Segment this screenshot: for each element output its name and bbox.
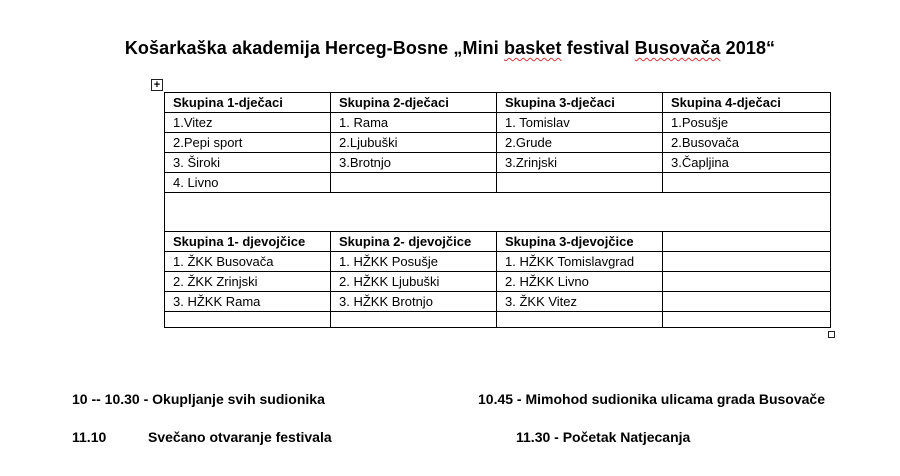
table-cell xyxy=(663,292,831,312)
title-word-basket: basket xyxy=(503,38,562,58)
table-row xyxy=(165,272,831,292)
table-row xyxy=(165,133,831,153)
table-cell: 4. Livno xyxy=(165,173,331,193)
table-row xyxy=(165,113,831,133)
title-word-busovaca: Busovača xyxy=(634,38,721,58)
empty-cell xyxy=(165,193,831,232)
schedule-item-opening: Svečano otvaranje festivala xyxy=(148,429,332,445)
table-cell: 3.Brotnjo xyxy=(331,153,497,173)
table-cell: 1. Tomislav xyxy=(497,113,663,133)
header-cell: Skupina 2- djevojčice xyxy=(331,232,497,252)
schedule-item-parade: 10.45 - Mimohod sudionika ulicama grada Busovače xyxy=(478,391,825,407)
empty-row xyxy=(165,193,831,232)
table-cell: 2. HŽKK Ljubuški xyxy=(331,272,497,292)
header-cell xyxy=(663,232,831,252)
table-cell xyxy=(663,173,831,193)
table-resize-handle[interactable] xyxy=(828,331,835,338)
schedule-item-gathering: 10 -- 10.30 - Okupljanje svih sudionika xyxy=(72,391,325,407)
table-cell: 2. HŽKK Livno xyxy=(497,272,663,292)
table-row xyxy=(165,252,831,272)
boys-header-row xyxy=(165,93,831,113)
empty-cell xyxy=(663,312,831,328)
empty-row xyxy=(165,312,831,328)
document-title xyxy=(0,38,900,59)
girls-section xyxy=(165,232,831,328)
table-cell: 1. HŽKK Tomislavgrad xyxy=(497,252,663,272)
table-cell: 3.Zrinjski xyxy=(497,153,663,173)
table-cell: 3. ŽKK Vitez xyxy=(497,292,663,312)
table-row xyxy=(165,173,831,193)
header-cell: Skupina 2-dječaci xyxy=(331,93,497,113)
header-cell: Skupina 1- djevojčice xyxy=(165,232,331,252)
schedule-item-opening-time: 11.10 xyxy=(72,429,107,445)
table-cell: 2.Grude xyxy=(497,133,663,153)
table-cell xyxy=(663,252,831,272)
table-cell: 1.Vitez xyxy=(165,113,331,133)
table-cell xyxy=(331,173,497,193)
schedule-item-competition-start: 11.30 - Početak Natjecanja xyxy=(516,429,691,445)
table-row xyxy=(165,153,831,173)
empty-cell xyxy=(331,312,497,328)
table-cell: 1. Rama xyxy=(331,113,497,133)
table-cell: 2.Ljubuški xyxy=(331,133,497,153)
girls-header-row xyxy=(165,232,831,252)
header-cell: Skupina 1-dječaci xyxy=(165,93,331,113)
table-cell: 1. ŽKK Busovača xyxy=(165,252,331,272)
table-cell: 1.Posušje xyxy=(663,113,831,133)
table-cell: 1. HŽKK Posušje xyxy=(331,252,497,272)
table-cell xyxy=(497,173,663,193)
table-cell: 2.Busovača xyxy=(663,133,831,153)
title-prefix: Košarkaška akademija Herceg-Bosne „Mini xyxy=(124,38,504,58)
header-cell: Skupina 3-dječaci xyxy=(497,93,663,113)
table-cell: 3. HŽKK Rama xyxy=(165,292,331,312)
table-cell: 3.Čapljina xyxy=(663,153,831,173)
table-row xyxy=(165,292,831,312)
table-cell: 2. ŽKK Zrinjski xyxy=(165,272,331,292)
header-cell: Skupina 3-djevojčice xyxy=(497,232,663,252)
table-cell xyxy=(663,272,831,292)
title-suffix: 2018“ xyxy=(720,38,776,58)
table-move-handle-icon[interactable]: + xyxy=(151,79,163,91)
table-cell: 2.Pepi sport xyxy=(165,133,331,153)
title-mid: festival xyxy=(561,38,635,58)
empty-cell xyxy=(497,312,663,328)
table-cell: 3. HŽKK Brotnjo xyxy=(331,292,497,312)
boys-section xyxy=(165,93,831,232)
table-cell: 3. Široki xyxy=(165,153,331,173)
empty-cell xyxy=(165,312,331,328)
groups-table xyxy=(164,92,831,328)
header-cell: Skupina 4-dječaci xyxy=(663,93,831,113)
